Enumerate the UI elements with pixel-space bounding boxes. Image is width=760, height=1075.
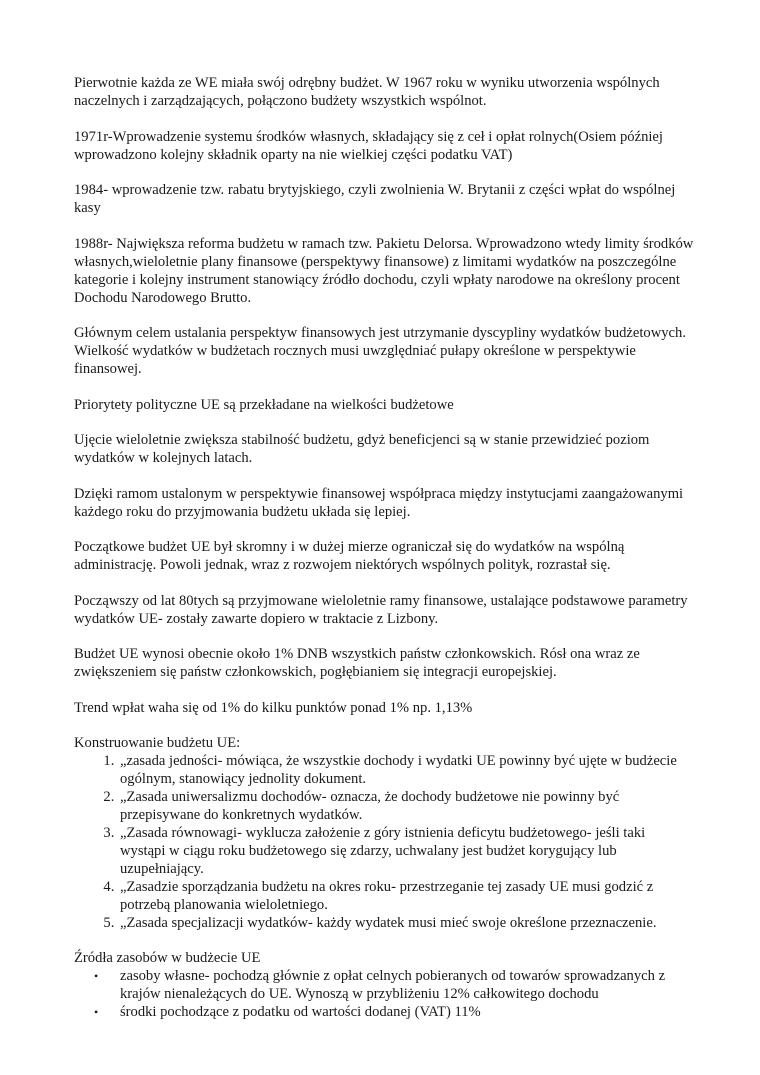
list-item: 3. „Zasada równowagi- wyklucza założenie z góry istnienia deficytu budżetowego- jeśli taki wystąpi w ciągu roku budżetowego się zdarzy, uchwalany jest budżet korygujący lub uzupełniający. <box>118 824 694 878</box>
list-item-text: środki pochodzące z podatku od wartości dodanej (VAT) 11% <box>120 1004 481 1020</box>
budget-sources-list <box>74 967 694 1021</box>
budget-principles-list <box>74 752 694 932</box>
paragraph-institutional-cooperation: Dzięki ramom ustalonym w perspektywie finansowej współpraca między instytucjami zaangażowanymi każdego roku do przyjmowania budżetu układa się lepiej. <box>74 485 684 520</box>
paragraph-budget-size: Budżet UE wynosi obecnie około 1% DNB wszystkich państw członkowskich. Rósł ona wraz ze zwiększeniem się państw członkowskich, pogłębianiem się integracji europejskiej. <box>74 646 640 680</box>
list-item <box>94 1003 694 1021</box>
construction-heading: Konstruowanie budżetu UE: <box>74 735 241 751</box>
paragraph-1984: 1984- wprowadzenie tzw. rabatu brytyjskiego, czyli zwolnienia W. Brytanii z części wpłat do wspólnej kasy <box>74 182 676 216</box>
paragraph-political-priorities: Priorytety polityczne UE są przekładane na wielkości budżetowe <box>74 396 454 413</box>
sources-heading: Źródła zasobów w budżecie UE <box>74 950 261 966</box>
document-body <box>74 74 694 1021</box>
paragraph-multiannual-frameworks: Począwszy od lat 80tych są przyjmowane wieloletnie ramy finansowe, ustalające podstawowe parametry wydatków UE- zostały zawarte dopiero w traktacie z Lizbony. <box>74 592 688 627</box>
paragraph-budget-origins: Pierwotnie każda ze WE miała swój odrębny budżet. W 1967 roku w wyniku utworzenia wspólnych naczelnych i zarządzających, połączono budżety wszystkich wspólnot. <box>74 75 660 109</box>
list-item: 4. „Zasadzie sporządzania budżetu na okres roku- przestrzeganie tej zasady UE musi godzić z potrzebą planowania wieloletniego. <box>118 878 694 914</box>
paragraph-contribution-trend: Trend wpłat waha się od 1% do kilku punktów ponad 1% np. 1,13% <box>74 699 473 716</box>
paragraph-1971: 1971r-Wprowadzenie systemu środków własnych, składający się z ceł i opłat rolnych(Osiem później wprowadzono kolejny składnik oparty na nie wielkiej części podatku VAT) <box>74 128 663 163</box>
list-item: 1. „zasada jedności- mówiąca, że wszystkie dochody i wydatki UE powinny być ujęte w budżecie ogólnym, stanowiący jednolity dokument. <box>118 752 694 788</box>
bullet-icon: • <box>94 969 99 983</box>
paragraph-1988: 1988r- Największa reforma budżetu w ramach tzw. Pakietu Delorsa. Wprowadzono wtedy limity środków własnych,wieloletnie plany finansowe (perspektywy finansowe) z limitami wydatków na poszczególne kategorie i kolejny instrument stanowiący źródło dochodu, czyli wpłaty narodowe na określony procent Dochodu Narodowego Brutto. <box>74 235 694 306</box>
paragraph-multiannual-stability: Ujęcie wieloletnie zwiększa stabilność budżetu, gdyż beneficjenci są w stanie przewidzieć poziom wydatków w kolejnych latach. <box>74 432 650 466</box>
paragraph-initial-budget: Początkowe budżet UE był skromny i w dużej mierze ograniczał się do wydatków na wspólną administrację. Powoli jednak, wraz z rozwojem niektórych wspólnych polityk, rozrastał się. <box>74 539 625 573</box>
paragraph-financial-perspective-goal: Głównym celem ustalania perspektyw finansowych jest utrzymanie dyscypliny wydatków budżetowych. Wielkość wydatków w budżetach rocznych musi uwzględniać pułapy określone w perspektywie finansowej. <box>74 325 686 377</box>
list-item: 5. „Zasada specjalizacji wydatków- każdy wydatek musi mieć swoje określone przeznaczenie. <box>118 914 694 932</box>
list-item: 2. „Zasada uniwersalizmu dochodów- oznacza, że dochody budżetowe nie powinny być przepisywane do konkretnych wydatków. <box>118 788 694 824</box>
list-item-text: zasoby własne- pochodzą głównie z opłat celnych pobieranych od towarów sprowadzanych z krajów nienależących do UE. Wynoszą w przybliżeniu 12% całkowitego dochodu <box>120 968 666 1002</box>
bullet-icon: • <box>94 1005 99 1019</box>
list-item <box>94 967 694 1003</box>
